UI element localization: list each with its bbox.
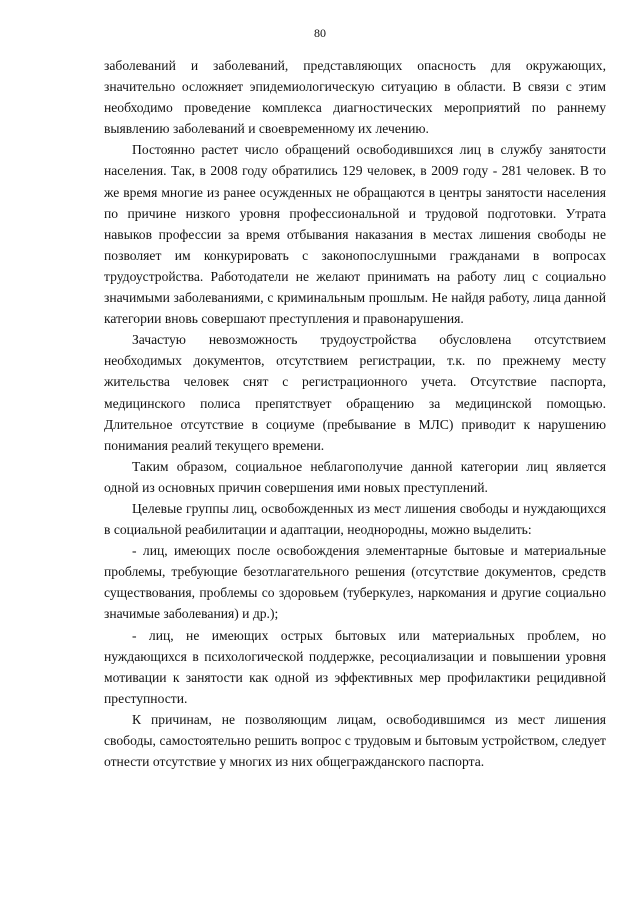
paragraph-conclusion: Таким образом, социальное неблагополучие данной категории лиц является одной из основных причин совершения ими новых преступлений. — [104, 458, 606, 495]
paragraph-passport-reasons: К причинам, не позволяющим лицам, освободившимся из мест лишения свободы, самостоятельно решить вопрос с трудовым и бытовым устройством, следует отнести отсутствие у многих из них общегражданского паспорта. — [104, 711, 606, 770]
paragraph-target-groups: Целевые группы лиц, освобожденных из мест лишения свободы и нуждающихся в социальной реабилитации и адаптации, неоднородны, можно выделить: — [104, 500, 606, 538]
paragraph-employment-requests: Постоянно растет число обращений освободившихся лиц в службу занятости населения. Так, в 2008 году обратились 129 человек, в 2009 году - 281 человек. В то же время многие из ранее осужденных не обращаются в центры занятости населения по причине низкого уровня профессиональной и трудовой подготовки. Утрата навыков профессии за время отбывания наказания в местах лишения свободы не позволяет им конкурировать с законопослушными гражданами в вопросах трудоустройства. Работодатели не желают принимать на работу лиц с социально значимыми заболеваниями, с криминальным прошлым. Не найдя работу, лица данной категории вновь совершают преступления и правонарушения. — [104, 142, 606, 327]
paragraph-missing-documents: Зачастую невозможность трудоустройства обусловлена отсутствием необходимых документов, отсутствием регистрации, т.к. по прежнему месту жительства человек снят с регистрационного учета. Отсутствие паспорта, медицинского полиса препятствует обращению за медицинской помощью. Длительное отсутствие в социуме (пребывание в МЛС) приводит к нарушению понимания реалий текущего времени. — [104, 332, 606, 453]
list-item-material-problems: - лиц, имеющих после освобождения элементарные бытовые и материальные проблемы, требующие безотлагательного решения (отсутствие документов, средств существования, проблемы со здоровьем (туберкулез, наркомания и другие социально значимые заболевания) и др.); — [104, 543, 606, 622]
body-text — [104, 55, 606, 772]
page-number: 80 — [314, 26, 326, 40]
list-item-psychological-support: - лиц, не имеющих острых бытовых или материальных проблем, но нуждающихся в психологической поддержке, ресоциализации и повышении уровня мотивации к занятости как одной из эффективных мер профилактики рецидивной преступности. — [104, 627, 606, 706]
paragraph-continuation: заболеваний и заболеваний, представляющих опасность для окружающих, значительно осложняет эпидемиологическую ситуацию в области. В связи с этим необходимо проведение комплекса диагностических мероприятий по раннему выявлению заболеваний и своевременному их лечению. — [104, 58, 606, 137]
